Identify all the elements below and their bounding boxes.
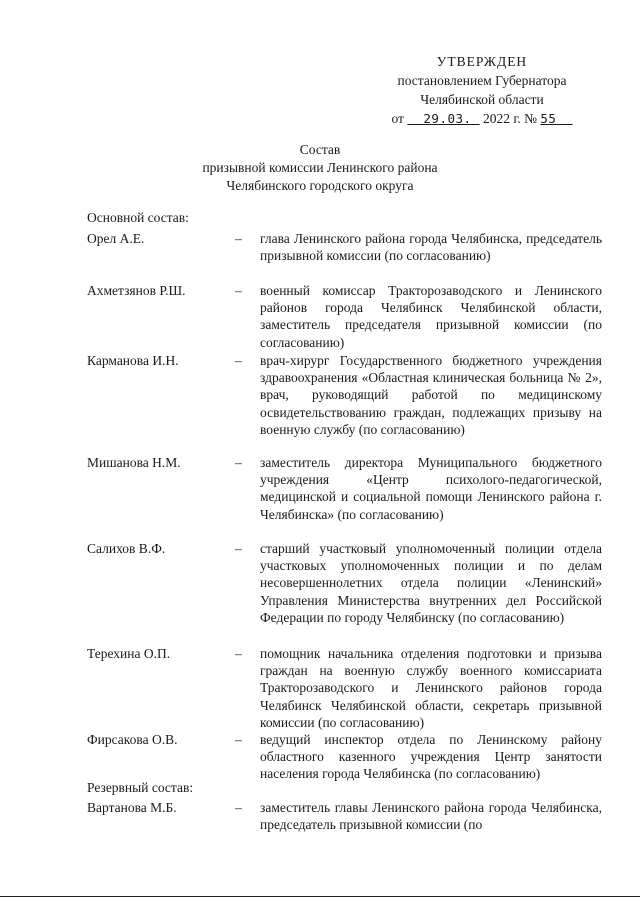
reserve-section-heading: Резервный состав: <box>87 780 194 795</box>
main-section-heading: Основной состав: <box>87 210 189 225</box>
member-description: помощник начальника отделения подготовки и призыва граждан на военную службу военного комиссариата Тракторозаводского и Ленинского районов города Челябинск Челябинской области, секретарь призывной комиссии (по согласованию) <box>260 646 602 730</box>
title-line-2: призывной комиссии Ленинского района <box>202 160 438 175</box>
member-dash: – <box>235 231 242 246</box>
approval-year: 2022 г. № <box>482 111 537 126</box>
document-title <box>0 141 640 195</box>
approval-date-line <box>362 109 602 128</box>
member-name: Мишанова Н.М. <box>87 455 181 470</box>
title-line-3: Челябинского городского округа <box>226 178 414 193</box>
member-description: военный комиссар Тракторозаводского и Ленинского районов города Челябинск Челябинской области, заместитель председателя призывной комиссии (по согласованию) <box>260 283 602 350</box>
member-dash: – <box>235 732 242 747</box>
approval-number: 55 <box>540 111 557 126</box>
bottom-rule <box>0 896 640 897</box>
approval-line-1: постановлением Губернатора <box>397 73 567 88</box>
member-name: Ахметзянов Р.Ш. <box>87 283 186 298</box>
member-dash: – <box>235 646 242 661</box>
member-dash: – <box>235 353 242 368</box>
approval-date: 29.03. <box>423 111 472 126</box>
date-prefix: от <box>391 111 404 126</box>
member-description: заместитель главы Ленинского района города Челябинска, председатель призывной комиссии (по <box>260 800 602 833</box>
member-dash: – <box>235 283 242 298</box>
approval-heading: УТВЕРЖДЕН <box>436 54 528 69</box>
member-name: Фирсакова О.В. <box>87 732 178 747</box>
approval-line-2: Челябинской области <box>420 92 544 107</box>
member-description: ведущий инспектор отдела по Ленинскому району областного казенного учреждения Центр занятости населения города Челябинска (по согласованию) <box>260 732 602 782</box>
member-dash: – <box>235 800 242 815</box>
member-name: Карманова И.Н. <box>87 353 179 368</box>
member-name: Терехина О.П. <box>87 646 171 661</box>
member-description: врач-хирург Государственного бюджетного учреждения здравоохранения «Областная клиническая больница № 2», врач, руководящий работой по медицинскому освидетельствованию граждан, подлежащих призыву на военную службу (по согласованию) <box>260 353 602 437</box>
member-name: Орел А.Е. <box>87 231 145 246</box>
member-description: заместитель директора Муниципального бюджетного учреждения «Центр психолого-педагогической, медицинской и социальной помощи Ленинского района г. Челябинска» (по согласованию) <box>260 455 602 522</box>
member-dash: – <box>235 541 242 556</box>
member-dash: – <box>235 455 242 470</box>
approval-stamp <box>362 52 602 128</box>
member-description: глава Ленинского района города Челябинска, председатель призывной комиссии (по согласованию) <box>260 231 602 264</box>
member-description: старший участковый уполномоченный полиции отдела участковых уполномоченных полиции и по делам несовершеннолетних отдела полиции «Ленинский» Управления Министерства внутренних дел Российской Федерации по городу Челябинску (по согласованию) <box>260 541 602 625</box>
title-line-1: Состав <box>299 142 341 157</box>
member-name: Салихов В.Ф. <box>87 541 166 556</box>
member-name: Вартанова М.Б. <box>87 800 177 815</box>
